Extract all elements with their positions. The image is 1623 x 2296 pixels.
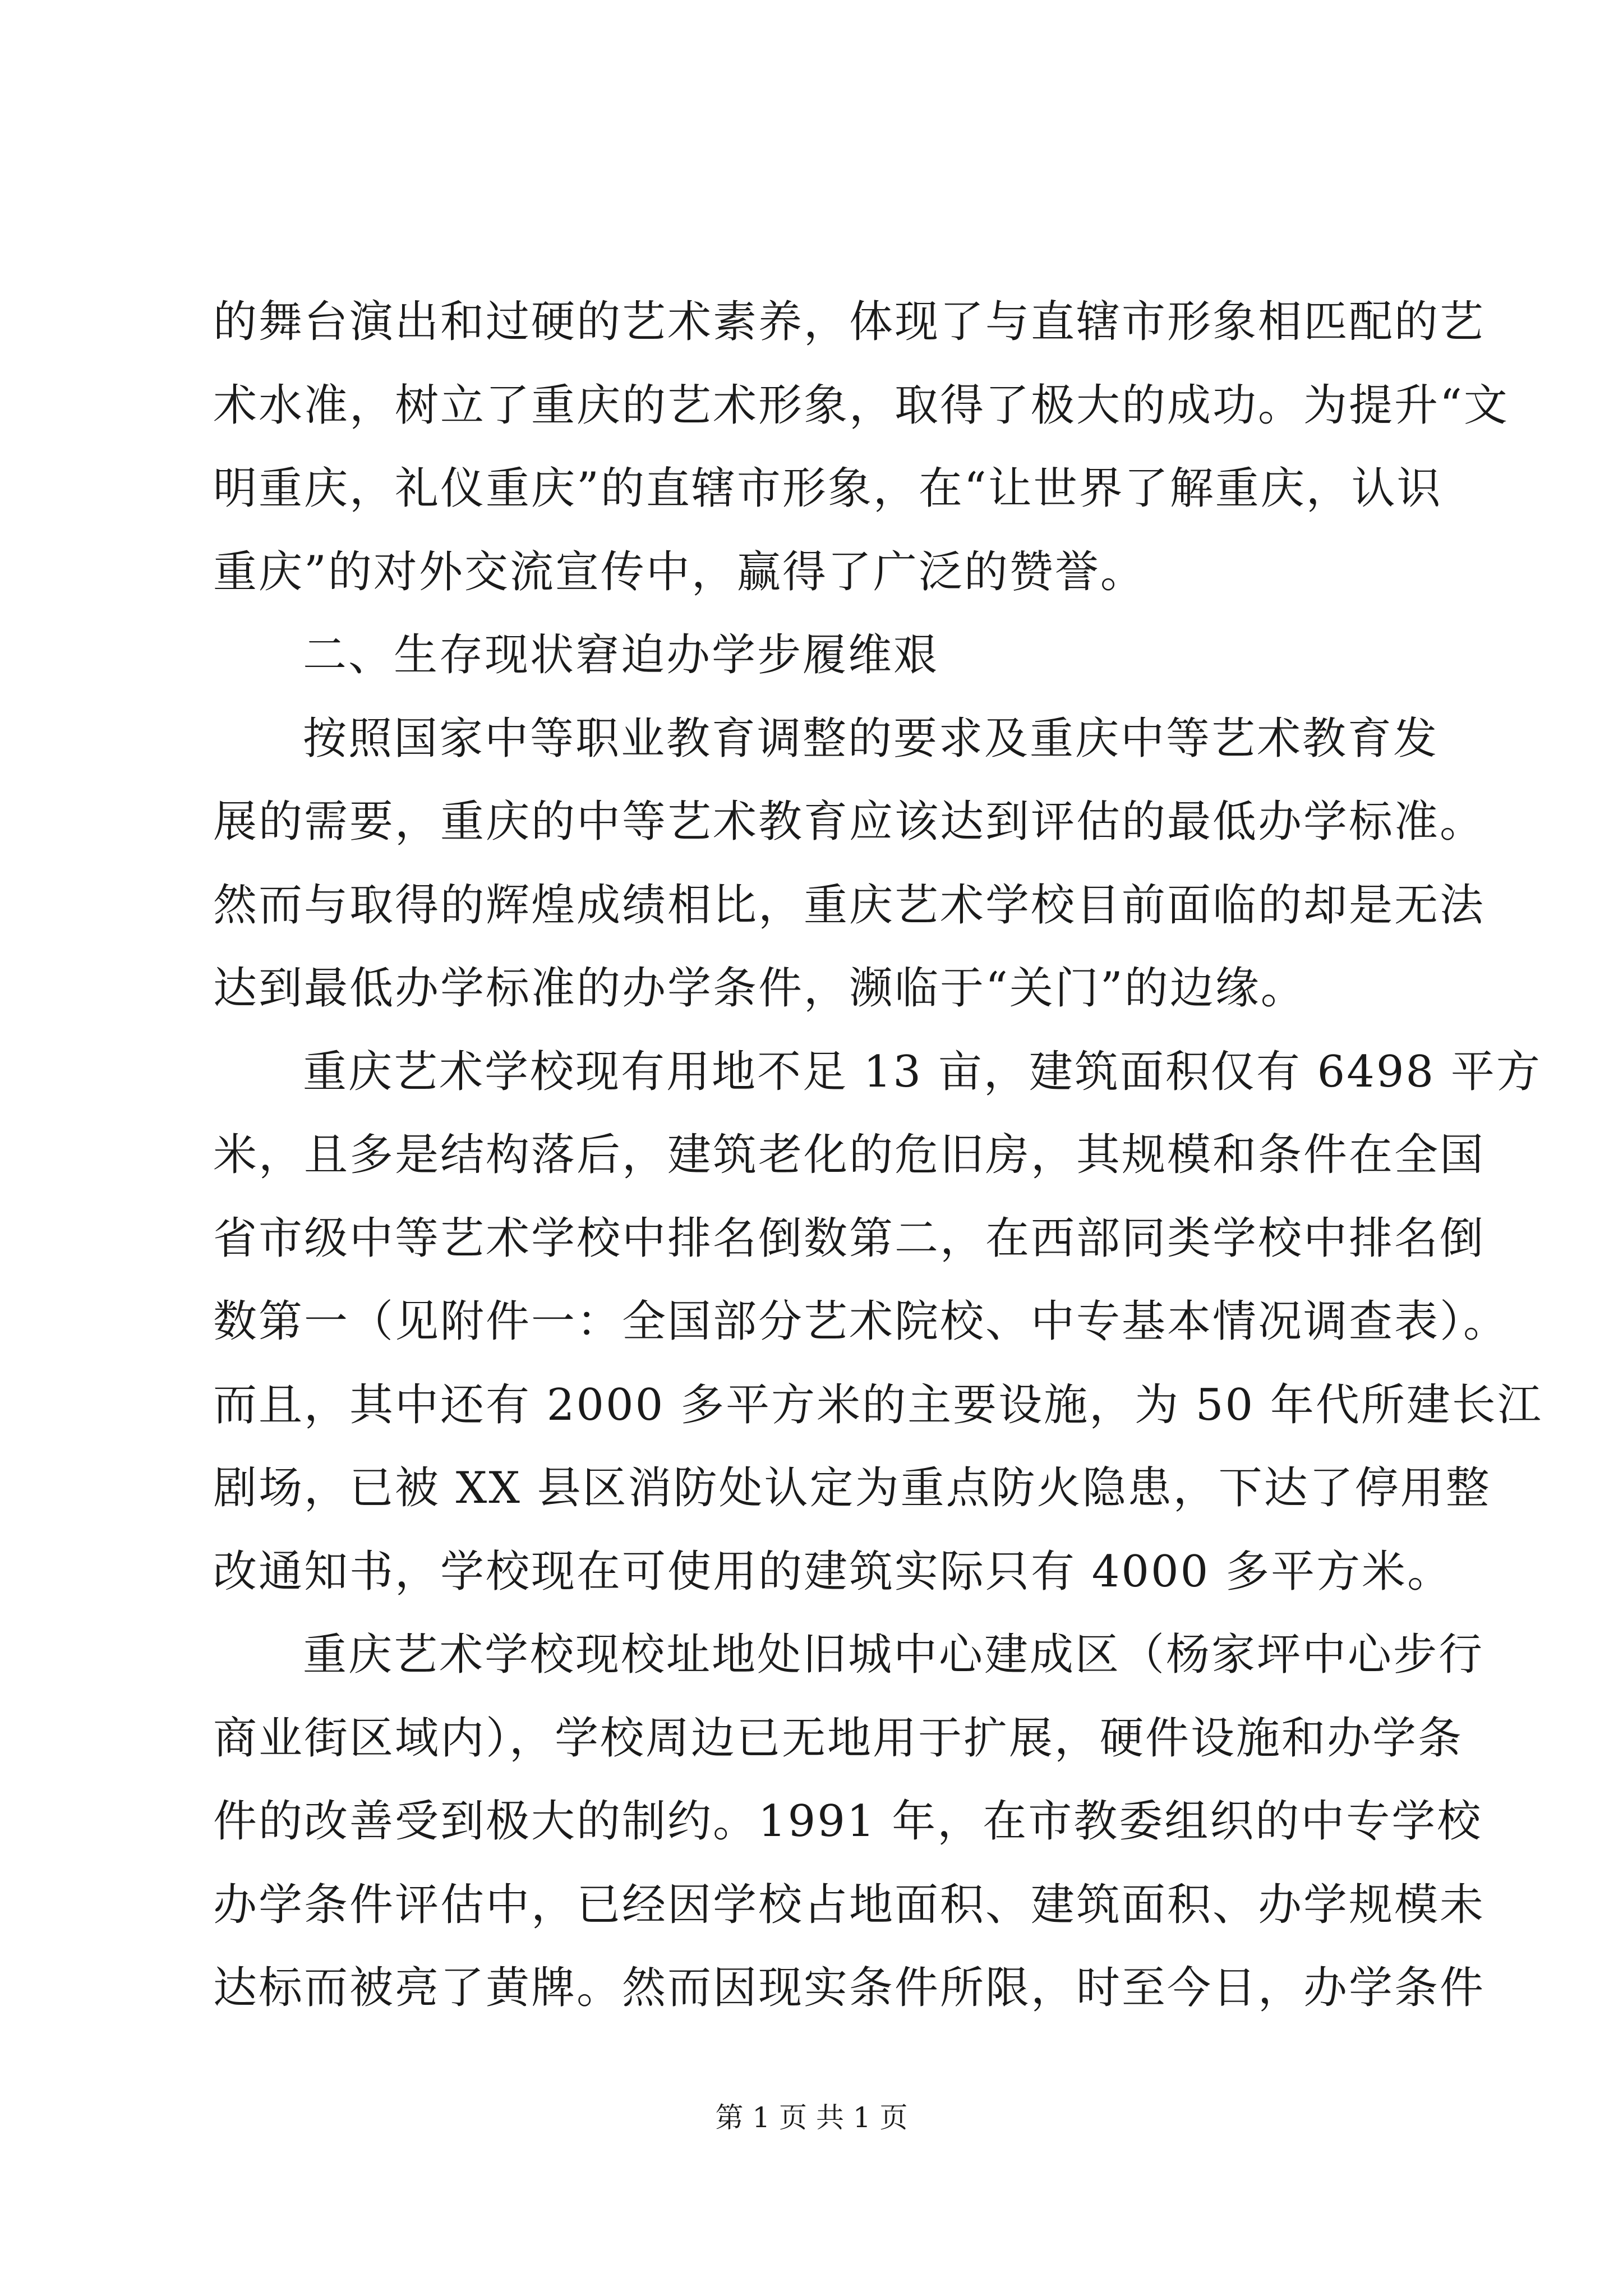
text-line: 按照国家中等职业教育调整的要求及重庆中等艺术教育发 — [303, 713, 1439, 764]
section-heading: 二、生存现状窘迫办学步履维艰 — [303, 630, 939, 680]
page-number: 第 1 页 共 1 页 — [715, 2101, 908, 2134]
text-line: 改通知书，学校现在可使用的建筑实际只有 4000 多平方米。 — [213, 1546, 1453, 1597]
text-line: 重庆艺术学校现有用地不足 13 亩，建筑面积仅有 6498 平方 — [303, 1046, 1542, 1097]
body-text — [213, 280, 1543, 2030]
text-line: 展的需要，重庆的中等艺术教育应该达到评估的最低办学标准。 — [213, 797, 1486, 847]
text-line: 剧场，已被 XX 县区消防处认定为重点防火隐患，下达了停用整 — [213, 1463, 1491, 1513]
page-footer — [0, 2095, 1623, 2136]
text-line: 而且，其中还有 2000 多平方米的主要设施，为 50 年代所建长江 — [213, 1379, 1543, 1430]
text-line: 米，且多是结构落后，建筑老化的危旧房，其规模和条件在全国 — [213, 1130, 1486, 1180]
text-line: 省市级中等艺术学校中排名倒数第二，在西部同类学校中排名倒 — [213, 1213, 1486, 1264]
text-line: 达到最低办学标准的办学条件，濒临于“关门”的边缘。 — [213, 963, 1306, 1014]
text-line: 办学条件评估中，已经因学校占地面积、建筑面积、办学规模未 — [213, 1879, 1486, 1930]
text-line: 件的改善受到极大的制约。1991 年，在市教委组织的中专学校 — [213, 1796, 1483, 1847]
text-line: 重庆”的对外交流宣传中，赢得了广泛的赞誉。 — [213, 546, 1146, 597]
text-line: 重庆艺术学校现校址地处旧城中心建成区（杨家坪中心步行 — [303, 1630, 1484, 1680]
text-line: 商业街区域内），学校周边已无地用于扩展，硬件设施和办学条 — [213, 1713, 1464, 1764]
text-line: 然而与取得的辉煌成绩相比，重庆艺术学校目前面临的却是无法 — [213, 880, 1486, 931]
text-line: 术水准，树立了重庆的艺术形象，取得了极大的成功。为提升“文 — [213, 380, 1509, 431]
text-line: 的舞台演出和过硬的艺术素养，体现了与直辖市形象相匹配的艺 — [213, 297, 1486, 347]
text-line: 数第一（见附件一：全国部分艺术院校、中专基本情况调查表）。 — [213, 1296, 1509, 1347]
text-line: 明重庆，礼仪重庆”的直辖市形象，在“让世界了解重庆，认识 — [213, 463, 1442, 514]
text-line: 达标而被亮了黄牌。然而因现实条件所限，时至今日，办学条件 — [213, 1963, 1486, 2013]
